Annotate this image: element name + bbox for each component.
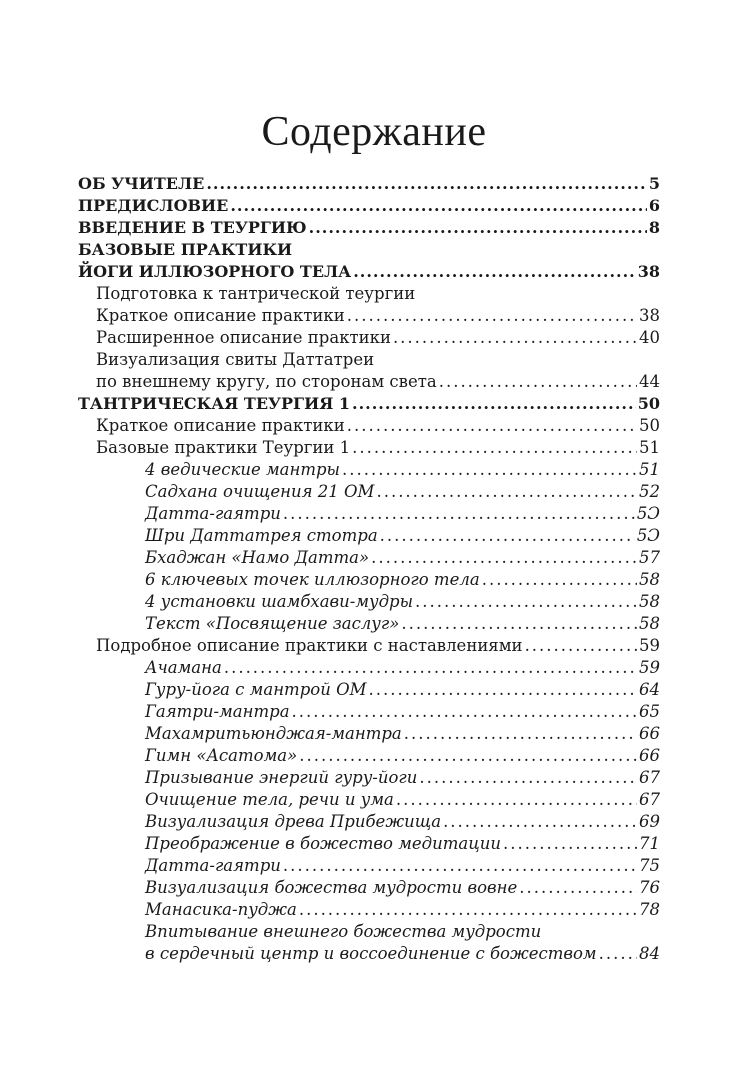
toc-entry[interactable] [145,701,660,723]
toc-page-number: 6 [648,196,660,215]
toc-entry-title: Гимн «Асатома» [145,746,298,765]
toc-leader-dots [224,657,637,679]
toc-entry[interactable] [145,855,660,877]
toc-entry-title: Шри Даттатрея стотра [145,526,378,545]
toc-entry-title: Текст «Посвящение заслуг» [145,614,400,633]
toc-entry-title: по внешнему кругу, по сторонам света [96,372,437,391]
toc-leader-dots [342,459,637,481]
toc-entry-title: Датта-гаятри [145,504,281,523]
toc-entry[interactable] [145,921,660,943]
toc-entry-title: Визуализация древа Прибежища [145,812,442,831]
toc-entry[interactable] [96,327,660,349]
toc-entry-title: ВВЕДЕНИЕ В ТЕУРГИЮ [78,218,307,237]
toc-entry-title: Преображение в божество медитации [145,834,501,853]
toc-entry[interactable] [96,283,660,305]
toc-leader-dots [347,415,637,437]
toc-entry[interactable] [145,943,660,965]
toc-page-number: 66 [639,724,660,743]
toc-entry-title: Впитывание внешнего божества мудрости [145,922,542,941]
toc-page-number: 38 [637,262,660,281]
toc-leader-dots [299,745,637,767]
toc-entry-title: Визуализация свиты Даттатреи [96,350,375,369]
toc-page-number: 76 [639,878,660,897]
toc-leader-dots [525,635,637,657]
toc-page-number: 50 [637,394,660,413]
toc-entry[interactable] [145,767,660,789]
toc-leader-dots [353,261,636,283]
toc-entry[interactable] [145,613,660,635]
toc-entry-title: Расширенное описание практики [96,328,391,347]
toc-page-number: 59 [639,636,660,655]
toc-entry[interactable] [78,173,660,195]
toc-leader-dots [401,613,637,635]
toc-entry-title: Садхана очищения 21 ОМ [145,482,375,501]
toc-page-number: 58 [639,614,660,633]
toc-leader-dots [299,899,637,921]
toc-page-number: 75 [639,856,660,875]
toc-entry[interactable] [78,195,660,217]
toc-entry-title: Подробное описание практики с наставлениями [96,636,523,655]
toc-entry[interactable] [96,371,660,393]
toc-page-number: 66 [639,746,660,765]
toc-entry[interactable] [145,481,660,503]
toc-entry-title: Махамритьюнджая-мантра [145,724,402,743]
toc-page-number: 5Ɔ [636,504,660,523]
toc-entry-title: Гаятри-мантра [145,702,290,721]
toc-entry-title: в сердечный центр и воссоединение с божеством [145,944,597,963]
toc-leader-dots [443,811,637,833]
toc-entry[interactable] [145,591,660,613]
toc-leader-dots [415,591,637,613]
toc-entry[interactable] [96,635,660,657]
toc-entry-title: Ачамана [145,658,222,677]
toc-page-number: 40 [639,328,660,347]
toc-entry-title: Подготовка к тантрической теургии [96,284,416,303]
toc-leader-dots [393,327,637,349]
toc-page-number: 51 [639,438,660,457]
toc-entry-title: Очищение тела, речи и ума [145,790,394,809]
toc-page-number: 52 [639,482,660,501]
toc-page-number: 44 [639,372,660,391]
toc-entry[interactable] [78,393,660,415]
toc-page-number: 84 [639,944,660,963]
toc-entry[interactable] [145,503,660,525]
toc-page-number: 59 [639,658,660,677]
toc-entry[interactable] [145,547,660,569]
toc-leader-dots [503,833,637,855]
toc-entry-title: Призывание энергий гуру-йоги [145,768,418,787]
toc-page-number: 69 [639,812,660,831]
toc-entry[interactable] [96,437,660,459]
toc-leader-dots [352,393,636,415]
toc-page-number: 50 [639,416,660,435]
toc-entry[interactable] [78,239,660,261]
toc-leader-dots [396,789,637,811]
toc-entry[interactable] [145,657,660,679]
toc-entry-title: Краткое описание практики [96,416,345,435]
toc-entry-title: Визуализация божества мудрости вовне [145,878,518,897]
toc-entry-title: ЙОГИ ИЛЛЮЗОРНОГО ТЕЛА [78,262,352,281]
toc-page-number: 58 [639,592,660,611]
toc-page-number: 64 [639,680,660,699]
toc-leader-dots [482,569,637,591]
toc-entry-title: Манасика-пуджа [145,900,297,919]
toc-entry-title: 4 установки шамбхави-мудры [145,592,414,611]
toc-entry-title: ОБ УЧИТЕЛЕ [78,174,205,193]
toc-entry-title: Бхаджан «Намо Датта» [145,548,370,567]
toc-leader-dots [206,173,647,195]
toc-entry[interactable] [145,745,660,767]
toc-leader-dots [439,371,637,393]
toc-leader-dots [309,217,647,239]
toc-entry[interactable] [78,217,660,239]
toc-leader-dots [283,503,635,525]
toc-leader-dots [230,195,647,217]
toc-entry[interactable] [145,833,660,855]
toc-leader-dots [283,855,637,877]
toc-page-number: 71 [639,834,660,853]
toc-leader-dots [599,943,637,965]
toc-entry-title: Гуру-йога с мантрой ОМ [145,680,367,699]
toc-entry-title: ПРЕДИСЛОВИЕ [78,196,229,215]
toc-entry-title: 6 ключевых точек иллюзорного тела [145,570,480,589]
page-title: Содержание [261,109,487,155]
toc-page-number: 5Ɔ [636,526,660,545]
toc-entry[interactable] [145,569,660,591]
toc-page-number: 8 [648,218,660,237]
toc-page-number: 78 [639,900,660,919]
toc-page-number: 38 [639,306,660,325]
toc-entry-title: Краткое описание практики [96,306,345,325]
toc-page-number: 58 [639,570,660,589]
toc-leader-dots [352,437,637,459]
toc-leader-dots [292,701,637,723]
toc-entry-title: 4 ведические мантры [145,460,340,479]
toc-leader-dots [380,525,635,547]
toc-leader-dots [369,679,638,701]
toc-entry-title: Базовые практики Теургии 1 [96,438,351,457]
toc-entry[interactable] [145,811,660,833]
toc-page-number: 5 [648,174,660,193]
toc-page-number: 67 [639,790,660,809]
toc-leader-dots [519,877,637,899]
toc-leader-dots [347,305,637,327]
toc-leader-dots [419,767,637,789]
toc-leader-dots [376,481,637,503]
toc-entry[interactable] [145,723,660,745]
toc-entry[interactable] [78,261,660,283]
toc-entry[interactable] [145,679,660,701]
toc-page-number: 65 [639,702,660,721]
toc-page-number: 67 [639,768,660,787]
toc-entry[interactable] [96,305,660,327]
toc-entry[interactable] [145,525,660,547]
toc-entry-title: БАЗОВЫЕ ПРАКТИКИ [78,240,293,259]
toc-entry[interactable] [145,459,660,481]
toc-page-number: 57 [639,548,660,567]
toc-entry[interactable] [145,877,660,899]
toc-entry-title: ТАНТРИЧЕСКАЯ ТЕУРГИЯ 1 [78,394,351,413]
toc-entry[interactable] [96,415,660,437]
toc-entry[interactable] [96,349,660,371]
toc-entry-title: Датта-гаятри [145,856,281,875]
toc-page-number: 51 [639,460,660,479]
toc-leader-dots [404,723,637,745]
toc-entry[interactable] [145,789,660,811]
toc-entry[interactable] [145,899,660,921]
toc-leader-dots [371,547,637,569]
